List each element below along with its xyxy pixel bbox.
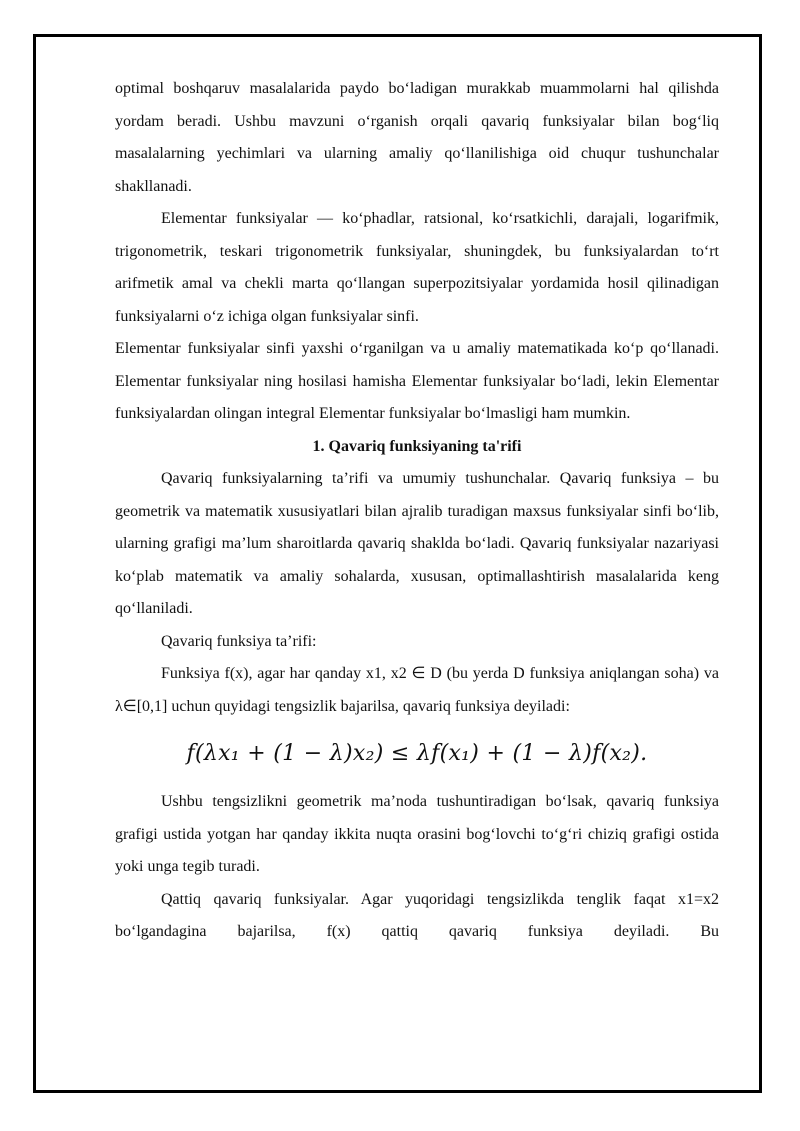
document-body xyxy=(115,73,719,949)
paragraph-elementary-functions-definition: Elementar funksiyalar — ko‘phadlar, ratsional, ko‘rsatkichli, darajali, logarifmik, trigonometrik, teskari trigonometrik funksiyalar, shuningdek, bu funksiyalardan to‘rt arifmetik amal va chekli marta qo‘llangan superpozitsiyalar yordamida hosil qilinadigan funksiyalarni o‘z ichiga olgan funksiyalar sinfi. xyxy=(115,210,719,325)
paragraph-convex-overview: Qavariq funksiyalarning ta’rifi va umumiy tushunchalar. Qavariq funksiya – bu geometrik va matematik xususiyatlari bilan ajralib turadigan maxsus funksiyalar sinfi bo‘lib, ularning grafigi ma’lum sharoitlarda qavariq shaklda bo‘ladi. Qavariq funksiyalar nazariyasi ko‘plab matematik va amaliy sohalarda, xususan, optimallashtirish masalalarida keng qo‘llaniladi. xyxy=(115,470,719,617)
paragraph-intro-continuation: optimal boshqaruv masalalarida paydo bo‘ladigan murakkab muammolarni hal qilishda yordam beradi. Ushbu mavzuni o‘rganish orqali qavariq funksiyalar bilan bog‘liq masalalarning yechimlari va ularning amaliy qo‘llanilishiga oid chuqur tushunchalar shakllanadi. xyxy=(115,80,719,195)
paragraph-geometric-meaning: Ushbu tengsizlikni geometrik ma’noda tushuntiradigan bo‘lsak, qavariq funksiya grafigi ustida yotgan har qanday ikkita nuqta orasini bog‘lovchi to‘g‘ri chiziq grafigi ostida yoki unga tegib turadi. xyxy=(115,793,719,875)
paragraph-definition-text: Funksiya f(x), agar har qanday x1, x2 ∈ D (bu yerda D funksiya aniqlangan soha) va λ∈[0,1] uchun quyidagi tengsizlik bajarilsa, qavariq funksiya deyiladi: xyxy=(115,665,719,715)
convexity-inequality-formula: f(λx₁ + (1 − λ)x₂) ≤ λf(x₁) + (1 − λ)f(x₂). xyxy=(186,741,648,766)
paragraph-elementary-functions-class: Elementar funksiyalar sinfi yaxshi o‘rganilgan va u amaliy matematikada ko‘p qo‘llanadi. Elementar funksiyalar ning hosilasi hamisha Elementar funksiyalar bo‘ladi, lekin Elementar funksiyalardan olingan integral Elementar funksiyalar bo‘lmasligi ham mumkin. xyxy=(115,340,719,422)
paragraph-strictly-convex: Qattiq qavariq funksiyalar. Agar yuqoridagi tengsizlikda tenglik faqat x1=x2 bo‘lgandagina bajarilsa, f(x) qattiq qavariq funksiya deyiladi. Bu xyxy=(115,890,719,940)
section-heading: 1. Qavariq funksiyaning ta'rifi xyxy=(312,437,522,455)
paragraph-definition-label: Qavariq funksiya ta’rifi: xyxy=(161,632,317,650)
